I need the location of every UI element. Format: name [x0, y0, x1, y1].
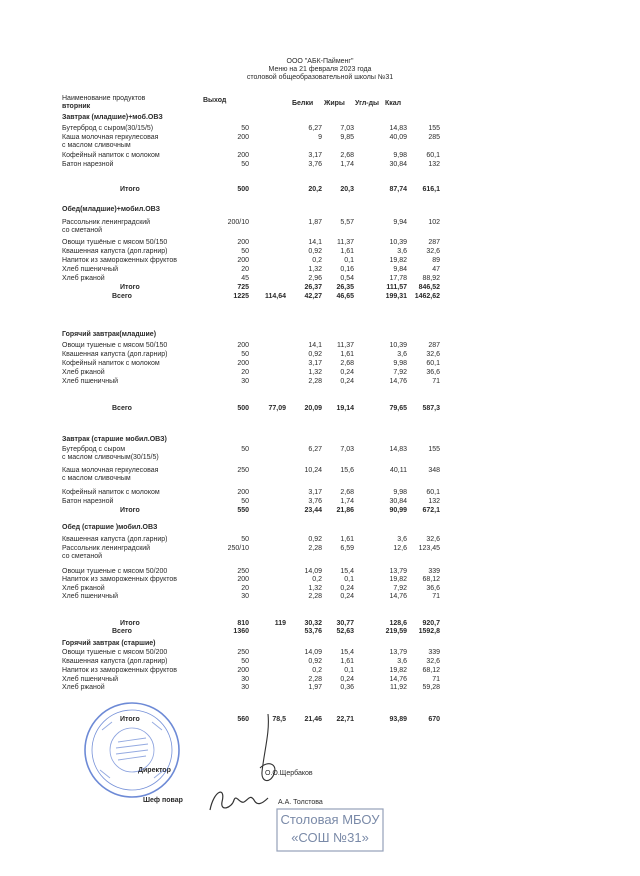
col-zhiry: Жиры [324, 100, 345, 107]
cell-zhiry: 0,24 [340, 378, 354, 385]
company-name: ООО "АБК-Пайменг" [286, 58, 354, 65]
cell-ugl: 9,98 [393, 360, 407, 367]
cell-zhiry: 1,61 [340, 658, 354, 665]
cell-zhiry: 2,68 [340, 152, 354, 159]
section-title: Завтрак (старшие мобил.ОВЗ) [62, 436, 167, 443]
canteen-stamp-line1: Столовая МБОУ [280, 812, 380, 827]
cell-ugl: 3,6 [397, 658, 407, 665]
cell-zhiry: 0,54 [340, 275, 354, 282]
cell-ugl: 17,78 [389, 275, 407, 282]
cell-vyhod: 30 [241, 676, 249, 683]
cell-zhiry: 0,24 [340, 369, 354, 376]
dish-name: Напиток из замороженных фруктов [62, 576, 177, 583]
cell-belki: 0,2 [312, 667, 322, 674]
cell-kkal: 47 [432, 266, 440, 273]
cell-ugl: 30,84 [389, 161, 407, 168]
cell-zhiry: 1,74 [340, 161, 354, 168]
cell-vyhod: 200 [237, 134, 249, 141]
dish-name: Кофейный напиток с молоком [62, 152, 160, 159]
cell-ugl: 9,98 [393, 152, 407, 159]
cell-zhiry: 15,4 [340, 649, 354, 656]
cell-zhiry: 0,1 [344, 257, 354, 264]
dish-name: со сметаной [62, 227, 103, 234]
dish-name: Батон нарезной [62, 498, 114, 505]
cell-kkal: 616,1 [422, 186, 440, 193]
cell-kkal: 132 [428, 498, 440, 505]
cell-zhiry: 1,61 [340, 248, 354, 255]
cell-kkal: 36,6 [426, 585, 440, 592]
cell-ugl: 19,82 [389, 257, 407, 264]
cell-ugl: 13,79 [389, 568, 407, 575]
cell-ugl: 19,82 [389, 576, 407, 583]
cell-kkal: 287 [428, 342, 440, 349]
cell-kkal: 587,3 [422, 405, 440, 412]
director-name: О.О.Щербаков [265, 770, 313, 777]
cell-vyhod: 200 [237, 489, 249, 496]
total-label: Всего [112, 293, 132, 300]
cell-vyhod: 50 [241, 248, 249, 255]
cell-vyhod: 200 [237, 667, 249, 674]
cell-ugl: 14,76 [389, 676, 407, 683]
cell-belki: 3,17 [308, 152, 322, 159]
cell-vyhod: 30 [241, 593, 249, 600]
cell-zhiry: 0,16 [340, 266, 354, 273]
cell-zhiry: 0,1 [344, 667, 354, 674]
total-label: Итого [120, 284, 140, 291]
cell-kkal: 846,52 [418, 284, 440, 291]
cell-belki: 1,97 [308, 684, 322, 691]
cell-belki: 0,92 [308, 248, 322, 255]
cell-belki: 1,32 [308, 585, 322, 592]
cell-ugl: 12,6 [393, 545, 407, 552]
cell-zhiry: 20,3 [340, 186, 354, 193]
cell-belki: 0,92 [308, 536, 322, 543]
cell-vyhod: 250 [237, 568, 249, 575]
total-label: Итого [120, 186, 140, 193]
cell-vyhod: 1360 [233, 628, 249, 635]
cell-belki: 20,09 [304, 405, 322, 412]
menu-date: Меню на 21 февраля 2023 года [268, 66, 372, 73]
cell-vyhod: 50 [241, 125, 249, 132]
cell-zhiry: 0,1 [344, 576, 354, 583]
cell-zhiry: 2,68 [340, 360, 354, 367]
col-name: Наименование продуктов [62, 95, 146, 102]
cell-kkal: 89 [432, 257, 440, 264]
cell-vyhod: 20 [241, 369, 249, 376]
cell-vyhod: 200 [237, 360, 249, 367]
cell-vyhod: 50 [241, 658, 249, 665]
total-label: Итого [120, 716, 140, 723]
dish-name: Квашенная капуста (доп.гарнир) [62, 351, 168, 358]
dish-name: Овощи тушёные с мясом 50/150 [62, 239, 168, 246]
dish-name: Хлеб ржаной [62, 369, 105, 376]
cell-ugl: 10,39 [389, 239, 407, 246]
cell-vyhod: 200/10 [227, 219, 249, 226]
canteen-stamp-line2: «СОШ №31» [291, 830, 369, 845]
dish-name: с маслом сливочным [62, 475, 131, 482]
cell-kkal: 672,1 [422, 507, 440, 514]
cell-vyhod: 200 [237, 257, 249, 264]
cell-belki: 14,1 [308, 342, 322, 349]
dish-name: Кофейный напиток с молоком [62, 360, 160, 367]
cell-belki: 14,1 [308, 239, 322, 246]
cell-ugl: 11,92 [390, 684, 407, 691]
dish-name: Рассольник ленинградский [62, 219, 151, 226]
dish-name: Напиток из замороженных фруктов [62, 667, 177, 674]
cell-zhiry: 1,74 [340, 498, 354, 505]
col-day: вторник [62, 103, 91, 110]
cell-ugl: 19,82 [389, 667, 407, 674]
cell-zhiry: 15,6 [340, 467, 354, 474]
dish-name: Хлеб пшеничный [62, 378, 119, 385]
cell-belki: 10,24 [304, 467, 322, 474]
cell-belki: 21,46 [304, 716, 322, 723]
dish-name: Бутерброд с сыром [62, 446, 126, 453]
chef-label: Шеф повар [143, 797, 183, 804]
cell-belki: 9 [318, 134, 322, 141]
dish-name: Хлеб пшеничный [62, 266, 119, 273]
cell-price: 114,64 [264, 293, 286, 300]
cell-belki: 3,76 [308, 161, 322, 168]
cell-zhiry: 11,37 [337, 342, 354, 349]
col-ugl: Угл-ды [355, 100, 380, 107]
cell-zhiry: 1,61 [340, 536, 354, 543]
cell-zhiry: 6,59 [340, 545, 354, 552]
cell-kkal: 1592,8 [418, 628, 440, 635]
cell-kkal: 285 [428, 134, 440, 141]
cell-belki: 23,44 [304, 507, 322, 514]
cell-ugl: 93,89 [389, 716, 407, 723]
cell-kkal: 59,28 [422, 684, 440, 691]
dish-name: Каша молочная геркулесовая [62, 134, 159, 141]
cell-zhiry: 5,57 [340, 219, 354, 226]
cell-kkal: 287 [428, 239, 440, 246]
section-title: Обед (старшие )мобил.ОВЗ [62, 524, 158, 531]
cell-vyhod: 500 [237, 186, 249, 193]
cell-belki: 2,28 [308, 378, 322, 385]
cell-zhiry: 0,24 [340, 585, 354, 592]
cell-vyhod: 1225 [233, 293, 249, 300]
section-title: Обед(младшие)+мобил.ОВЗ [62, 206, 161, 213]
cell-kkal: 71 [432, 593, 440, 600]
dish-name: Хлеб ржаной [62, 684, 105, 691]
cell-belki: 14,09 [304, 568, 322, 575]
cell-kkal: 339 [428, 568, 440, 575]
cell-vyhod: 50 [241, 498, 249, 505]
cell-price: 77,09 [268, 405, 286, 412]
cell-ugl: 7,92 [393, 585, 407, 592]
cell-ugl: 14,76 [389, 593, 407, 600]
cell-zhiry: 30,77 [336, 620, 354, 627]
cell-vyhod: 200 [237, 152, 249, 159]
cell-kkal: 60,1 [426, 152, 440, 159]
total-label: Итого [120, 620, 140, 627]
dish-name: Квашенная капуста (доп.гарнир) [62, 248, 168, 255]
cell-ugl: 90,99 [389, 507, 407, 514]
cell-belki: 1,32 [308, 369, 322, 376]
dish-name: Овощи тушеные с мясом 50/150 [62, 342, 168, 349]
dish-name: Хлеб пшеничный [62, 593, 119, 600]
cell-ugl: 14,83 [389, 446, 407, 453]
cell-kkal: 60,1 [426, 489, 440, 496]
cell-zhiry: 7,03 [340, 125, 354, 132]
total-label: Всего [112, 628, 132, 635]
section-title: Горячий завтрак (старшие) [62, 640, 156, 647]
col-kkal: Ккал [385, 100, 402, 107]
cell-kkal: 102 [428, 219, 440, 226]
dish-name: Кофейный напиток с молоком [62, 489, 160, 496]
cell-ugl: 87,74 [389, 186, 407, 193]
cell-zhiry: 19,14 [336, 405, 354, 412]
director-label: Директор [138, 767, 171, 774]
cell-vyhod: 20 [241, 585, 249, 592]
cell-kkal: 155 [428, 125, 440, 132]
cell-vyhod: 810 [237, 620, 249, 627]
cell-kkal: 32,6 [426, 536, 440, 543]
cell-ugl: 3,6 [397, 536, 407, 543]
cell-ugl: 40,11 [390, 467, 407, 474]
dish-name: с маслом сливочным(30/15/5) [62, 454, 159, 461]
cell-belki: 3,76 [308, 498, 322, 505]
cell-ugl: 79,65 [389, 405, 407, 412]
cell-price: 78,5 [272, 716, 286, 723]
cell-vyhod: 200 [237, 342, 249, 349]
dish-name: Бутерброд с сыром(30/15/5) [62, 125, 154, 132]
cell-ugl: 3,6 [397, 248, 407, 255]
cell-belki: 2,28 [308, 593, 322, 600]
cell-belki: 0,2 [312, 257, 322, 264]
cell-belki: 0,92 [308, 351, 322, 358]
cell-ugl: 9,94 [393, 219, 407, 226]
cell-kkal: 1462,62 [414, 293, 440, 300]
cell-kkal: 32,6 [426, 351, 440, 358]
cell-vyhod: 50 [241, 351, 249, 358]
round-school-stamp [82, 700, 182, 800]
dish-name: Овощи тушеные с мясом 50/200 [62, 649, 168, 656]
cell-zhiry: 22,71 [336, 716, 354, 723]
cell-vyhod: 45 [241, 275, 249, 282]
cell-zhiry: 52,63 [336, 628, 354, 635]
cell-zhiry: 15,4 [340, 568, 354, 575]
cell-belki: 3,17 [308, 360, 322, 367]
cell-vyhod: 30 [241, 378, 249, 385]
cell-belki: 3,17 [308, 489, 322, 496]
cell-vyhod: 250 [237, 467, 249, 474]
dish-name: с маслом сливочным [62, 142, 131, 149]
dish-name: Батон нарезной [62, 161, 114, 168]
cell-kkal: 670 [428, 716, 440, 723]
dish-name: Квашенная капуста (доп.гарнир) [62, 536, 168, 543]
dish-name: Хлеб ржаной [62, 585, 105, 592]
dish-name: Хлеб пшеничный [62, 676, 119, 683]
cell-belki: 20,2 [308, 186, 322, 193]
cell-kkal: 60,1 [426, 360, 440, 367]
cell-belki: 2,96 [308, 275, 322, 282]
cell-price: 119 [274, 620, 286, 627]
cell-belki: 30,32 [304, 620, 322, 627]
cell-vyhod: 200 [237, 239, 249, 246]
cell-belki: 0,2 [312, 576, 322, 583]
cell-kkal: 32,6 [426, 248, 440, 255]
cell-belki: 14,09 [304, 649, 322, 656]
cell-vyhod: 20 [241, 266, 249, 273]
cell-ugl: 111,57 [386, 284, 407, 291]
col-belki: Белки [292, 100, 314, 107]
cell-ugl: 9,98 [393, 489, 407, 496]
cell-zhiry: 2,68 [340, 489, 354, 496]
cell-belki: 0,92 [308, 658, 322, 665]
cell-vyhod: 50 [241, 446, 249, 453]
dish-name: Рассольник ленинградский [62, 545, 151, 552]
cell-kkal: 88,92 [422, 275, 440, 282]
cell-ugl: 10,39 [389, 342, 407, 349]
dish-name: Овощи тушеные с мясом 50/200 [62, 568, 168, 575]
cell-ugl: 40,09 [389, 134, 407, 141]
chef-signature [204, 780, 274, 820]
canteen-stamp [276, 808, 384, 852]
cell-kkal: 155 [428, 446, 440, 453]
total-label: Итого [120, 507, 140, 514]
cell-zhiry: 11,37 [337, 239, 354, 246]
cell-vyhod: 550 [237, 507, 249, 514]
cell-belki: 6,27 [308, 446, 322, 453]
cell-vyhod: 250 [237, 649, 249, 656]
cell-ugl: 14,76 [389, 378, 407, 385]
col-vyhod: Выход [203, 97, 227, 104]
cell-kkal: 32,6 [426, 658, 440, 665]
cell-belki: 2,28 [308, 545, 322, 552]
cell-kkal: 348 [428, 467, 440, 474]
cell-kkal: 68,12 [422, 576, 440, 583]
cell-ugl: 7,92 [393, 369, 407, 376]
school-name: столовой общеобразовательной школы №31 [246, 74, 394, 81]
cell-vyhod: 250/10 [227, 545, 249, 552]
cell-zhiry: 1,61 [340, 351, 354, 358]
section-title: Завтрак (младшие)+моб.ОВЗ [62, 114, 163, 121]
cell-vyhod: 30 [241, 684, 249, 691]
cell-vyhod: 560 [237, 716, 249, 723]
cell-zhiry: 7,03 [340, 446, 354, 453]
cell-kkal: 132 [428, 161, 440, 168]
cell-belki: 6,27 [308, 125, 322, 132]
cell-ugl: 128,6 [389, 620, 407, 627]
dish-name: Напиток из замороженных фруктов [62, 257, 177, 264]
cell-zhiry: 0,36 [340, 684, 354, 691]
dish-name: со сметаной [62, 553, 103, 560]
section-title: Горячий завтрак(младшие) [62, 331, 157, 338]
cell-zhiry: 46,65 [336, 293, 354, 300]
cell-kkal: 68,12 [422, 667, 440, 674]
cell-kkal: 920,7 [422, 620, 440, 627]
cell-belki: 53,76 [304, 628, 322, 635]
cell-zhiry: 0,24 [340, 676, 354, 683]
dish-name: Квашенная капуста (доп.гарнир) [62, 658, 168, 665]
cell-vyhod: 200 [237, 576, 249, 583]
cell-vyhod: 50 [241, 161, 249, 168]
cell-vyhod: 725 [237, 284, 249, 291]
cell-kkal: 123,45 [418, 545, 440, 552]
cell-belki: 42,27 [304, 293, 322, 300]
cell-ugl: 199,31 [385, 293, 407, 300]
cell-ugl: 13,79 [389, 649, 407, 656]
cell-kkal: 71 [432, 378, 440, 385]
cell-zhiry: 26,35 [336, 284, 354, 291]
cell-vyhod: 50 [241, 536, 249, 543]
total-label: Всего [112, 405, 132, 412]
cell-belki: 1,87 [308, 219, 322, 226]
chef-name: А.А. Толстова [278, 799, 323, 806]
cell-belki: 2,28 [308, 676, 322, 683]
cell-kkal: 339 [428, 649, 440, 656]
cell-ugl: 3,6 [397, 351, 407, 358]
cell-zhiry: 0,24 [340, 593, 354, 600]
cell-kkal: 71 [432, 676, 440, 683]
cell-vyhod: 500 [237, 405, 249, 412]
cell-ugl: 219,59 [385, 628, 407, 635]
dish-name: Хлеб ржаной [62, 275, 105, 282]
cell-belki: 1,32 [308, 266, 322, 273]
cell-ugl: 30,84 [389, 498, 407, 505]
dish-name: Каша молочная геркулесовая [62, 467, 159, 474]
cell-zhiry: 21,86 [336, 507, 354, 514]
cell-ugl: 9,84 [393, 266, 407, 273]
cell-kkal: 36,6 [426, 369, 440, 376]
cell-belki: 26,37 [304, 284, 322, 291]
cell-zhiry: 9,85 [340, 134, 354, 141]
cell-ugl: 14,83 [389, 125, 407, 132]
